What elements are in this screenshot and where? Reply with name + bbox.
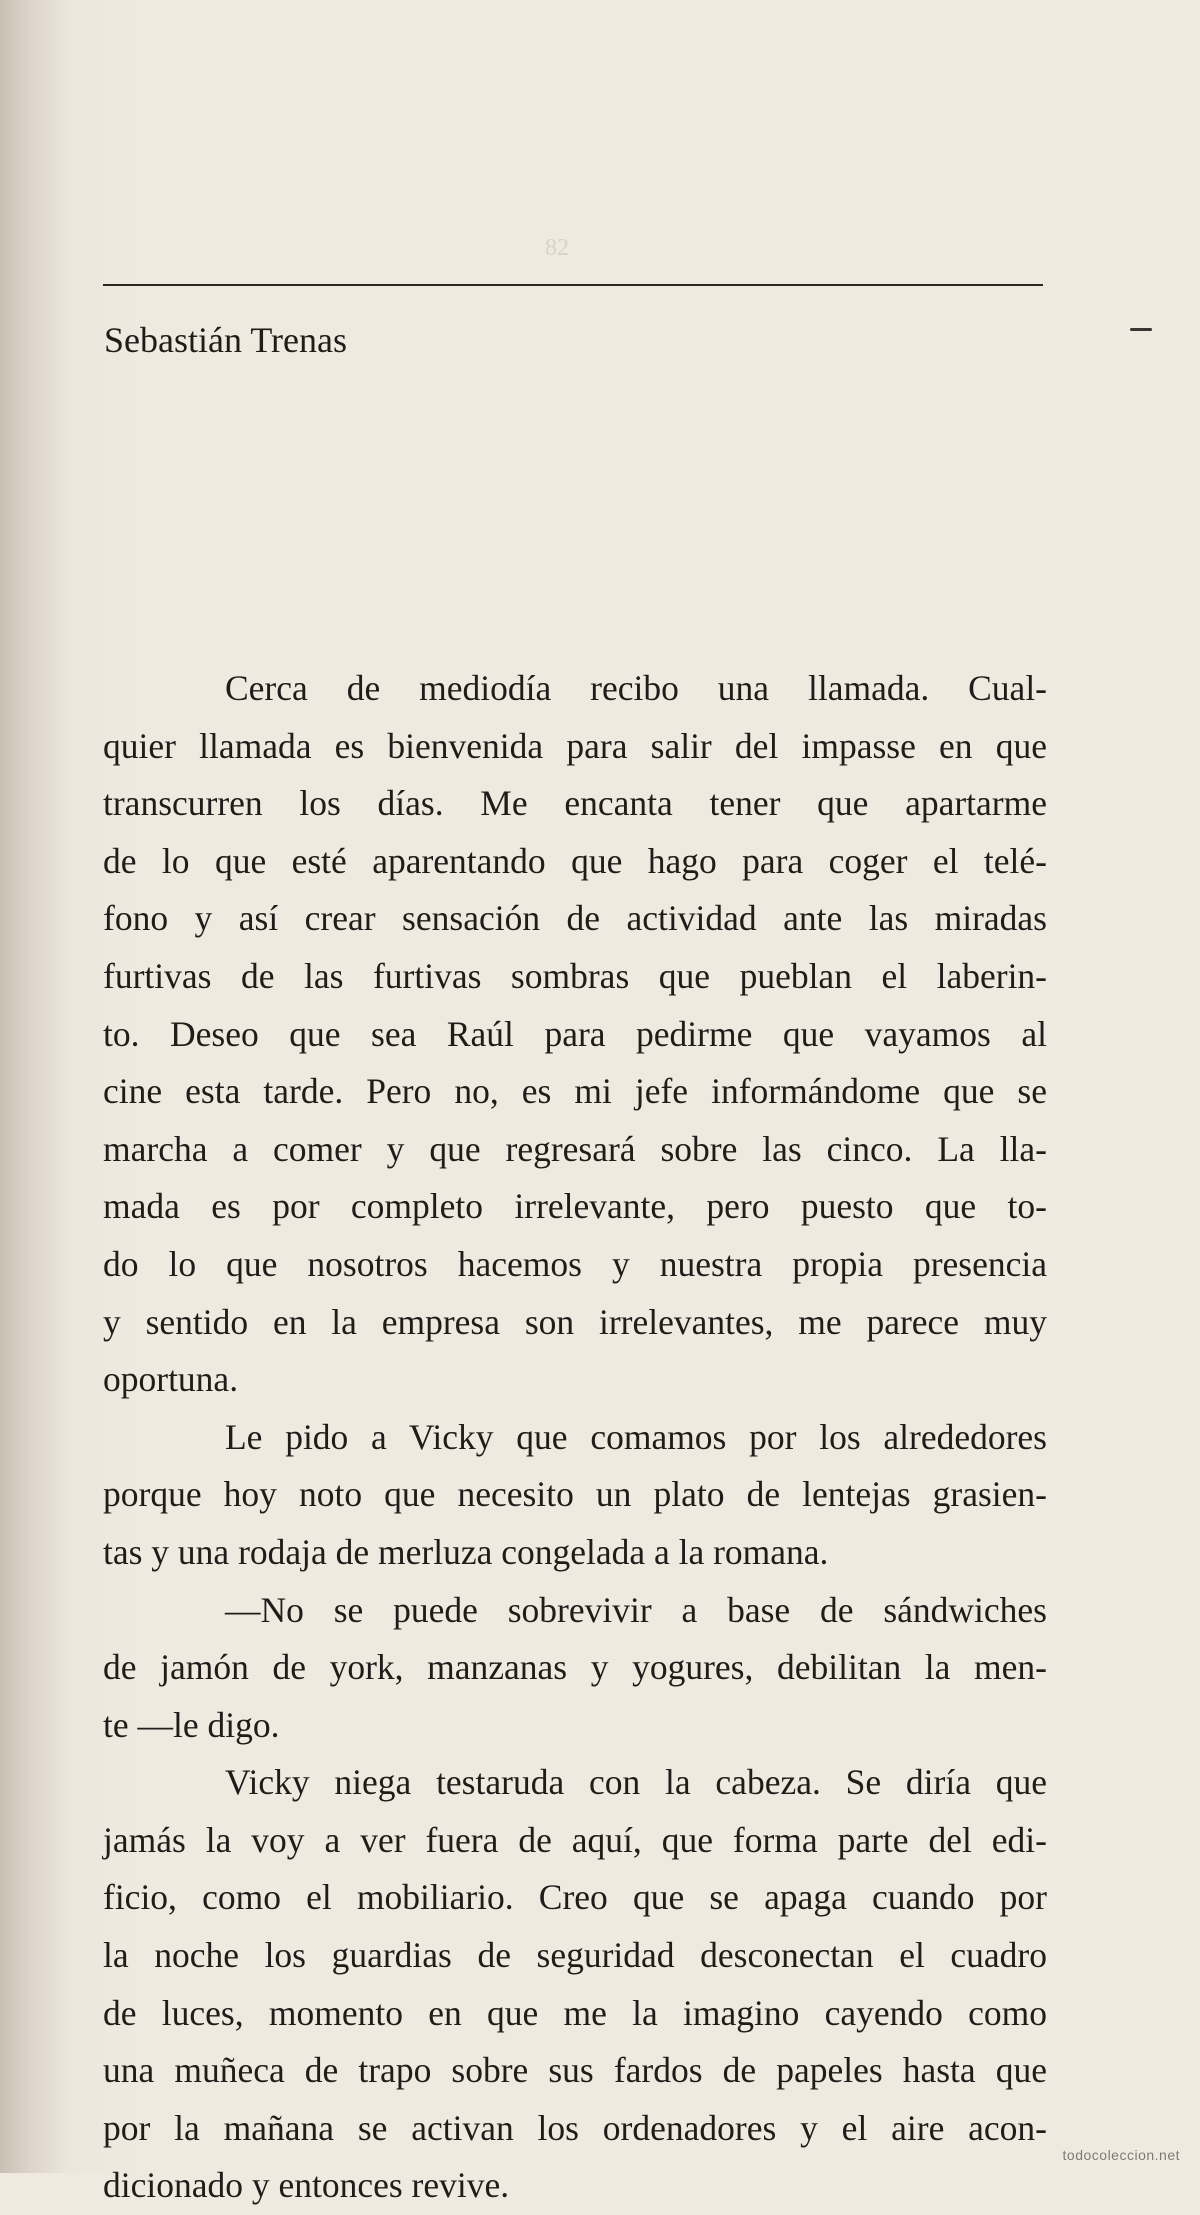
header-rule xyxy=(103,284,1043,286)
text-line: oportuna. xyxy=(103,1359,239,1400)
text-line: transcurren los días. Me encanta tener que apartarme xyxy=(103,783,1047,824)
text-line: Le pido a Vicky que comamos por los alrededores xyxy=(225,1416,1047,1457)
text-line: dicionado y entonces revive. xyxy=(103,2165,510,2206)
text-line: de lo que esté aparentando que hago para coger el telé- xyxy=(103,840,1047,881)
text-line: ficio, como el mobiliario. Creo que se apaga cuando por xyxy=(103,1877,1047,1918)
text-line: Vicky niega testaruda con la cabeza. Se diría que xyxy=(225,1762,1047,1803)
paragraph xyxy=(103,1754,1047,2215)
text-line: por la mañana se activan los ordenadores y el aire acon- xyxy=(103,2107,1047,2148)
paragraph xyxy=(103,1582,1047,1755)
page-number: 82 xyxy=(545,235,569,261)
text-line: furtivas de las furtivas sombras que pueblan el laberin- xyxy=(103,955,1047,996)
text-line: to. Deseo que sea Raúl para pedirme que vayamos al xyxy=(103,1013,1047,1054)
paragraph xyxy=(103,1409,1047,1582)
watermark-text: todocoleccion.net xyxy=(1062,2147,1180,2163)
text-line: porque hoy noto que necesito un plato de lentejas grasien- xyxy=(103,1474,1047,1515)
running-head-author: Sebastián Trenas xyxy=(104,320,347,360)
text-line: fono y así crear sensación de actividad ante las miradas xyxy=(103,898,1047,939)
text-line: cine esta tarde. Pero no, es mi jefe informándome que se xyxy=(103,1071,1047,1112)
text-line: —No se puede sobrevivir a base de sándwiches xyxy=(225,1589,1047,1630)
text-line: mada es por completo irrelevante, pero puesto que to- xyxy=(103,1186,1047,1227)
text-line: Cerca de mediodía recibo una llamada. Cual- xyxy=(225,668,1047,708)
text-line: jamás la voy a ver fuera de aquí, que forma parte del edi- xyxy=(103,1819,1047,1860)
text-line: de jamón de york, manzanas y yogures, debilitan la men- xyxy=(103,1647,1047,1688)
text-line: te —le digo. xyxy=(103,1704,280,1745)
text-line: tas y una rodaja de merluza congelada a la romana. xyxy=(103,1531,829,1572)
text-line: la noche los guardias de seguridad desconectan el cuadro xyxy=(103,1935,1047,1976)
body-text xyxy=(103,660,1047,2215)
text-line: de luces, momento en que me la imagino cayendo como xyxy=(103,1992,1047,2033)
text-line: quier llamada es bienvenida para salir del impasse en que xyxy=(103,725,1047,766)
text-line: y sentido en la empresa son irrelevantes, me parece muy xyxy=(103,1301,1047,1342)
text-line: marcha a comer y que regresará sobre las cinco. La lla- xyxy=(103,1128,1047,1169)
margin-mark xyxy=(1130,328,1152,331)
text-line: una muñeca de trapo sobre sus fardos de papeles hasta que xyxy=(103,2050,1047,2091)
paragraph xyxy=(103,660,1047,1409)
text-line: do lo que nosotros hacemos y nuestra propia presencia xyxy=(103,1243,1047,1284)
